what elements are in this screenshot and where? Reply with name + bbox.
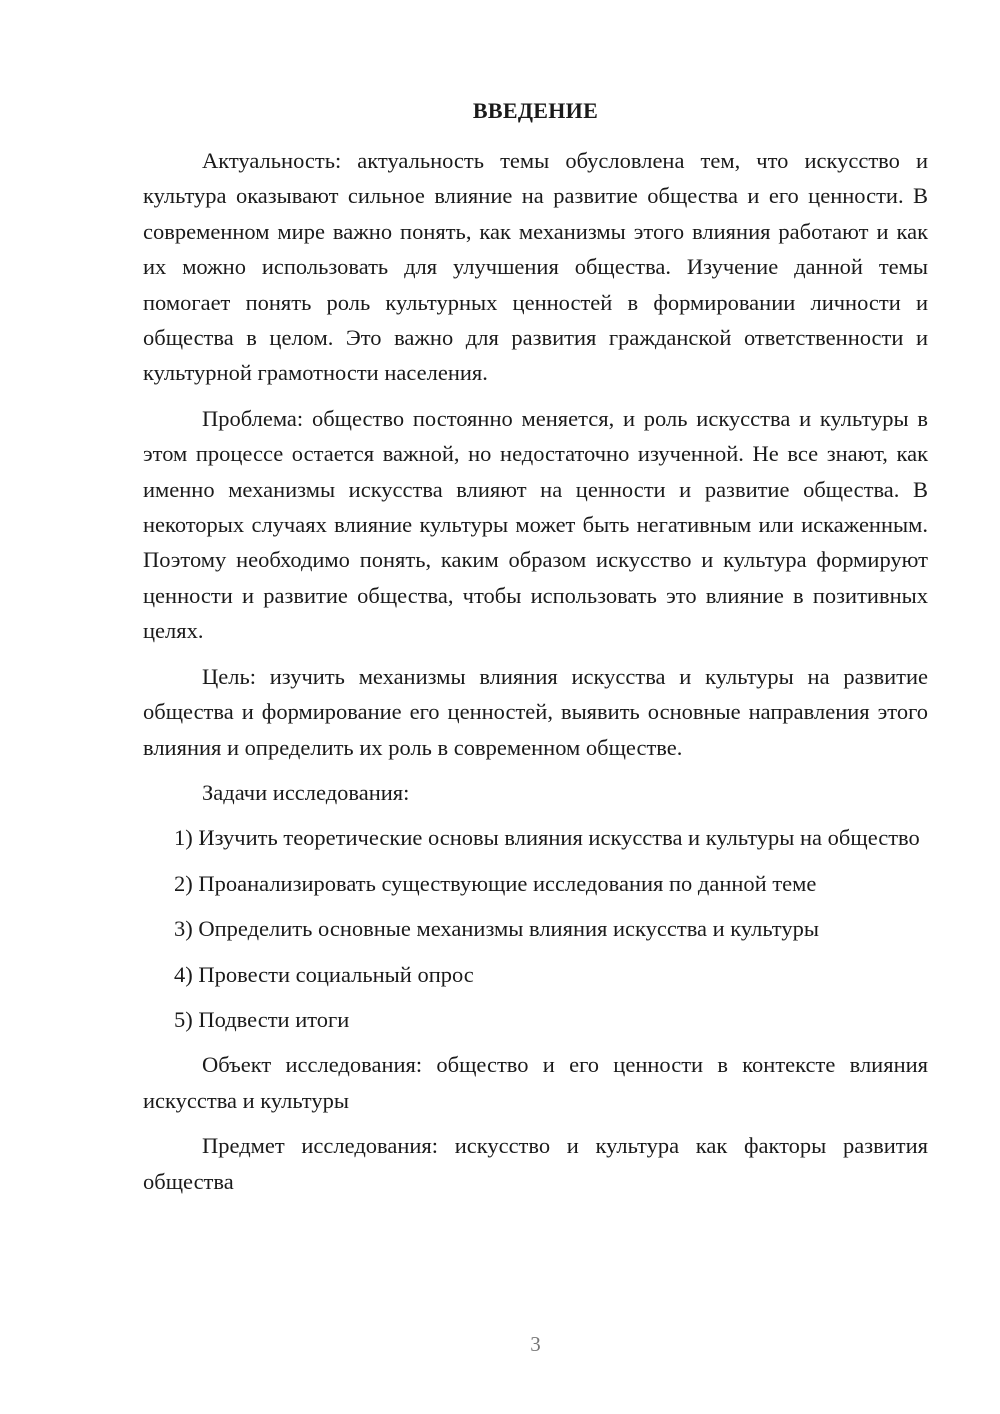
subject-paragraph: Предмет исследования: искусство и культура как факторы развития общества — [143, 1133, 928, 1194]
goal-paragraph: Цель: изучить механизмы влияния искусства и культуры на развитие общества и формирование его ценностей, выявить основные направления этого влияния и определить их роль в современном обществе. — [143, 663, 928, 760]
problem-paragraph: Проблема: общество постоянно меняется, и роль искусства и культуры в этом процессе остается важной, но недостаточно изученной. Не все знают, как именно механизмы искусства влияют на ценности и развитие общества. В некоторых случаях влияние культуры может быть негативным или искаженным. Поэтому необходимо понять, каким образом искусство и культура формируют ценности и развитие общества, чтобы использовать это влияние в позитивных целях. — [143, 405, 928, 644]
document-body — [143, 143, 928, 1209]
task-item: 1) Изучить теоретические основы влияния искусства и культуры на общество — [174, 825, 920, 851]
page-title: ВВЕДЕНИЕ — [472, 98, 599, 123]
task-item: 5) Подвести итоги — [174, 1006, 350, 1032]
tasks-heading: Задачи исследования: — [202, 779, 410, 805]
relevance-paragraph: Актуальность: актуальность темы обусловлена тем, что искусство и культура оказывают сильное влияние на развитие общества и его ценности. В современном мире важно понять, как механизмы этого влияния работают и как их можно использовать для улучшения общества. Изучение данной темы помогает понять роль культурных ценностей в формировании личности и общества в целом. Это важно для развития гражданской ответственности и культурной грамотности населения. — [143, 148, 928, 386]
page-number: 3 — [530, 1332, 541, 1356]
task-item: 3) Определить основные механизмы влияния искусства и культуры — [174, 916, 819, 942]
object-paragraph: Объект исследования: общество и его ценности в контексте влияния искусства и культуры — [143, 1052, 928, 1113]
task-item: 4) Провести социальный опрос — [174, 961, 474, 987]
task-item: 2) Проанализировать существующие исследования по данной теме — [174, 870, 817, 896]
